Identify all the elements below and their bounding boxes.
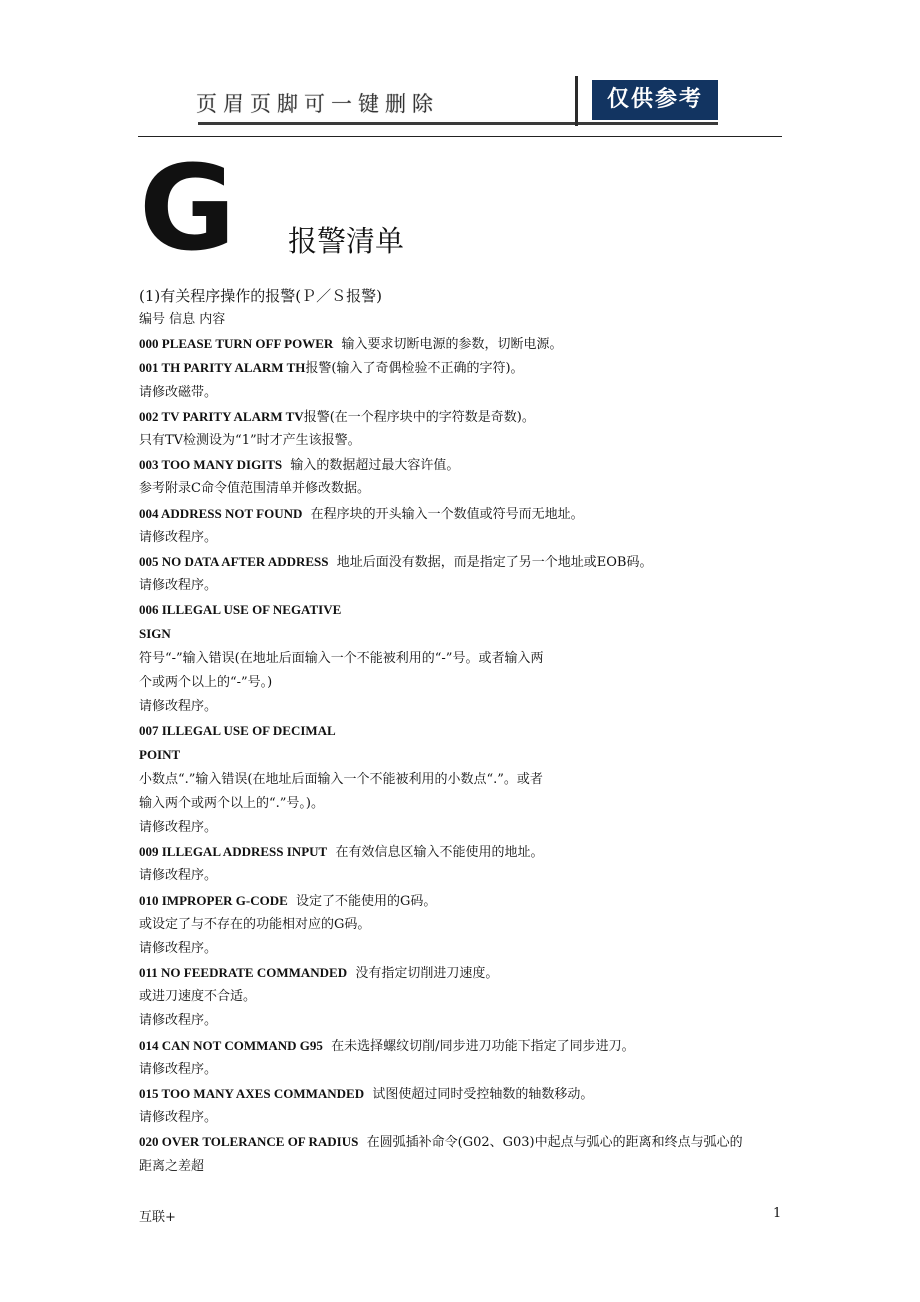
- alarm-code: POINT: [139, 747, 181, 763]
- alarm-text: 输入要求切断电源的参数，切断电源。: [333, 337, 563, 353]
- alarm-text: 个或两个以上的“-”号。): [139, 674, 273, 690]
- alarm-line: [139, 502, 789, 526]
- alarm-line: [139, 695, 789, 719]
- alarm-text: 或进刀速度不合适。: [139, 989, 257, 1005]
- alarm-text: 没有指定切削进刀速度。: [347, 966, 499, 982]
- alarm-line: [139, 1106, 789, 1130]
- alarm-line: [139, 768, 789, 792]
- header-banner: [138, 74, 782, 138]
- alarm-line: [139, 550, 789, 574]
- alarm-text: 报警(输入了奇偶检验不正确的字符)。: [305, 361, 524, 377]
- alarm-line: [139, 1058, 789, 1082]
- alarm-code: 010 IMPROPER G-CODE: [139, 892, 288, 908]
- banner-caption: 页眉页脚可一键删除: [196, 92, 439, 116]
- alarm-text: 请修改磁带。: [139, 384, 218, 400]
- alarm-code: 006 ILLEGAL USE OF NEGATIVE: [139, 602, 342, 618]
- alarm-text: 输入两个或两个以上的“.”号。)。: [139, 795, 324, 811]
- alarm-text: 在未选择螺纹切削/同步进刀功能下指定了同步进刀。: [322, 1038, 635, 1054]
- alarm-line: [139, 743, 789, 767]
- alarm-line: [139, 429, 789, 453]
- alarm-text: 请修改程序。: [139, 699, 218, 714]
- alarm-code: 011 NO FEEDRATE COMMANDED: [139, 965, 348, 981]
- alarm-line: [139, 719, 789, 743]
- alarm-text: 符号“-”输入错误(在地址后面输入一个不能被利用的“-”号。或者输入两: [139, 650, 544, 666]
- footer-label: 互联+: [139, 1210, 176, 1225]
- alarm-text: 只有TV检测设为“1”时才产生该报警。: [139, 432, 361, 448]
- page-title: 报警清单: [288, 224, 405, 258]
- alarm-line: [139, 598, 789, 622]
- alarm-text: 请修改程序。: [139, 868, 218, 884]
- column-headers: 编号 信息 内容: [139, 312, 226, 327]
- alarm-code: 003 TOO MANY DIGITS: [139, 457, 283, 473]
- alarm-line: [139, 1034, 789, 1058]
- alarm-code: 004 ADDRESS NOT FOUND: [139, 505, 303, 521]
- alarm-text: 请修改程序。: [139, 940, 218, 956]
- header-rule: [138, 136, 782, 137]
- alarm-line: [139, 356, 789, 380]
- page-number: 1: [773, 1206, 782, 1221]
- alarm-text: 小数点“.”输入错误(在地址后面输入一个不能被利用的小数点“.”。或者: [139, 771, 543, 787]
- alarm-line: [139, 913, 789, 937]
- alarm-line: [139, 864, 789, 888]
- alarm-text: 在有效信息区输入不能使用的地址。: [327, 845, 544, 861]
- section-heading: (1)有关程序操作的报警(Ｐ／Ｓ报警): [139, 287, 382, 305]
- alarm-line: [139, 405, 789, 429]
- alarm-line: [139, 840, 789, 864]
- alarm-list: [139, 284, 789, 1179]
- alarm-line: [139, 381, 789, 405]
- alarm-line: [139, 647, 789, 671]
- alarm-text: 请修改程序。: [139, 819, 218, 835]
- alarm-line: [139, 937, 789, 961]
- alarm-code: 015 TOO MANY AXES COMMANDED: [139, 1086, 365, 1101]
- alarm-line: [139, 792, 789, 816]
- alarm-line: [139, 453, 789, 477]
- alarm-line: [139, 985, 789, 1009]
- alarm-text: 参考附录C命令值范围清单并修改数据。: [139, 481, 370, 497]
- alarm-text: 地址后面没有数据，而是指定了另一个地址或EOB码。: [328, 554, 653, 570]
- alarm-text: 请修改程序。: [139, 1013, 218, 1029]
- alarm-code: 005 NO DATA AFTER ADDRESS: [139, 553, 329, 569]
- alarm-text: 请修改程序。: [139, 1110, 218, 1126]
- alarm-code: 009 ILLEGAL ADDRESS INPUT: [139, 844, 328, 860]
- alarm-line: [139, 1009, 789, 1033]
- alarm-code: SIGN: [139, 626, 171, 642]
- alarm-line: [139, 477, 789, 501]
- alarm-text: 报警(在一个程序块中的字符数是奇数)。: [303, 409, 535, 425]
- alarm-line: [139, 622, 789, 646]
- alarm-code: 020 OVER TOLERANCE OF RADIUS: [139, 1134, 359, 1150]
- alarm-text: 请修改程序。: [139, 529, 218, 545]
- alarm-text: 在圆弧插补命令(G02、G03)中起点与弧心的距离和终点与弧心的: [358, 1135, 743, 1151]
- alarm-line: [139, 671, 789, 695]
- alarm-line: [139, 1130, 789, 1154]
- alarm-line: [139, 332, 789, 356]
- alarm-line: [139, 816, 789, 840]
- alarm-lines: [139, 332, 789, 1179]
- alarm-line: [139, 961, 789, 985]
- big-letter: G: [139, 139, 236, 277]
- alarm-text: 在程序块的开头输入一个数值或符号而无地址。: [302, 506, 584, 522]
- alarm-text: 设定了不能使用的G码。: [287, 893, 437, 909]
- banner-underline: [198, 122, 718, 125]
- alarm-line: [139, 526, 789, 550]
- alarm-text: 试图使超过同时受控轴数的轴数移动。: [364, 1087, 594, 1102]
- alarm-text: 或设定了与不存在的功能相对应的G码。: [139, 916, 371, 932]
- banner-divider: [575, 76, 578, 126]
- alarm-code: 000 PLEASE TURN OFF POWER: [139, 336, 334, 352]
- alarm-text: 请修改程序。: [139, 578, 218, 594]
- alarm-code: 007 ILLEGAL USE OF DECIMAL: [139, 723, 336, 739]
- alarm-code: 014 CAN NOT COMMAND G95: [139, 1037, 323, 1053]
- alarm-code: 001 TH PARITY ALARM TH: [139, 360, 306, 376]
- alarm-line: [139, 889, 789, 913]
- alarm-text: 距离之差超: [139, 1158, 205, 1174]
- alarm-code: 002 TV PARITY ALARM TV: [139, 408, 304, 424]
- alarm-text: 输入的数据超过最大容许值。: [282, 458, 460, 474]
- alarm-line: [139, 1155, 789, 1179]
- alarm-text: 请修改程序。: [139, 1061, 218, 1077]
- alarm-line: [139, 574, 789, 598]
- reference-only-stamp: 仅供参考: [592, 80, 718, 120]
- alarm-line: [139, 1082, 789, 1106]
